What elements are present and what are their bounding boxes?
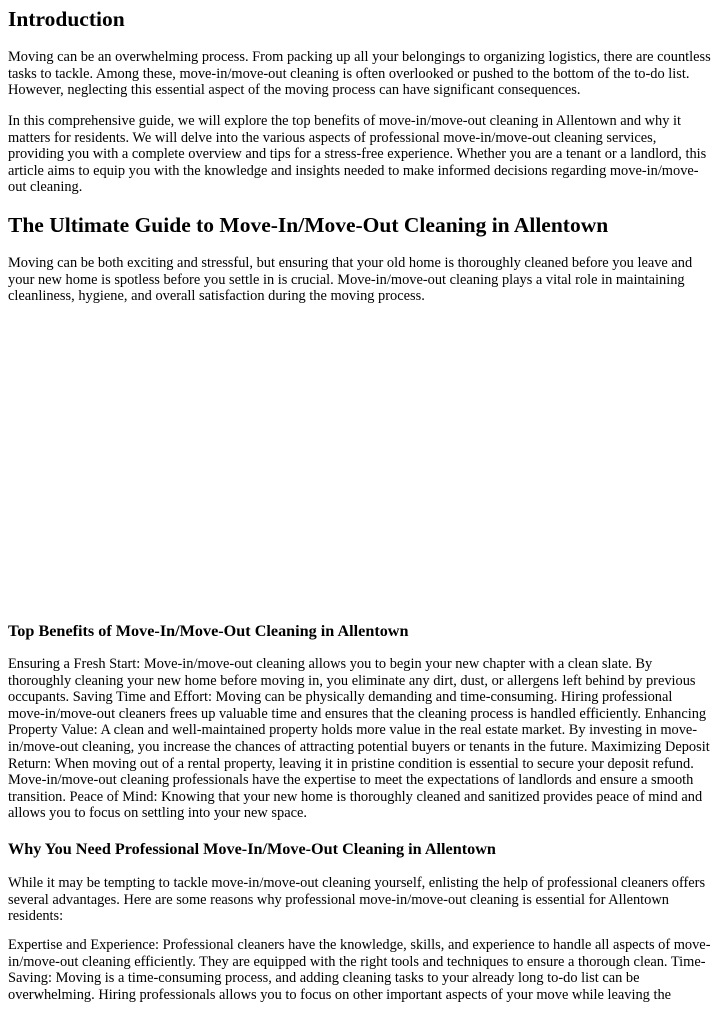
intro-paragraph-2: In this comprehensive guide, we will explore the top benefits of move-in/move-out cleaning in Allentown and why it matters for residents. We will delve into the various aspects of professional move-in/move-out cleaning services, providing you with a complete overview and tips for a stress-free experience. Whether you are a tenant or a landlord, this article aims to equip you with the knowledge and insights needed to make informed decisions regarding move-in/move-out cleaning. (8, 113, 707, 196)
guide-heading: The Ultimate Guide to Move-In/Move-Out Cleaning in Allentown (8, 213, 609, 237)
intro-heading: Introduction (8, 7, 125, 31)
blank-media-area (8, 310, 712, 615)
benefits-heading: Top Benefits of Move-In/Move-Out Cleaning in Allentown (8, 622, 409, 640)
benefits-paragraph-1: Ensuring a Fresh Start: Move-in/move-out cleaning allows you to begin your new chapter with a clean slate. By thoroughly cleaning your new home before moving in, you eliminate any dirt, dust, or allergens left behind by previous occupants. Saving Time and Effort: Moving can be physically demanding and time-consuming. Hiring professional move-in/move-out cleaners frees up valuable time and ensures that the cleaning process is handled efficiently. Enhancing Property Value: A clean and well-maintained property holds more value in the real estate market. By investing in move-in/move-out cleaning, you increase the chances of attracting potential buyers or tenants in the future. Maximizing Deposit Return: When moving out of a rental property, leaving it in pristine condition is essential to secure your deposit refund. Move-in/move-out cleaning professionals have the expertise to meet the expectations of landlords and ensure a smooth transition. Peace of Mind: Knowing that your new home is thoroughly cleaned and sanitized provides peace of mind and allows you to focus on settling into your new space. (8, 656, 710, 822)
why-paragraph-1: While it may be tempting to tackle move-in/move-out cleaning yourself, enlisting the help of professional cleaners offers several advantages. Here are some reasons why professional move-in/move-out cleaning is essential for Allentown residents: (8, 875, 706, 925)
why-heading: Why You Need Professional Move-In/Move-Out Cleaning in Allentown (8, 840, 496, 858)
why-paragraph-2: Expertise and Experience: Professional cleaners have the knowledge, skills, and experience to handle all aspects of move-in/move-out cleaning efficiently. They are equipped with the right tools and techniques to ensure a thorough clean. Time-Saving: Moving is a time-consuming process, and adding cleaning tasks to your already long to-do list can be overwhelming. Hiring professionals allows you to focus on other important aspects of your move while leaving the (8, 937, 711, 1003)
guide-paragraph-1: Moving can be both exciting and stressful, but ensuring that your old home is thoroughly cleaned before you leave and your new home is spotless before you settle in is crucial. Move-in/move-out cleaning plays a vital role in maintaining cleanliness, hygiene, and overall satisfaction during the moving process. (8, 255, 693, 305)
intro-paragraph-1: Moving can be an overwhelming process. From packing up all your belongings to organizing logistics, there are countless tasks to tackle. Among these, move-in/move-out cleaning is often overlooked or pushed to the bottom of the to-do list. However, neglecting this essential aspect of the moving process can have significant consequences. (8, 49, 711, 99)
